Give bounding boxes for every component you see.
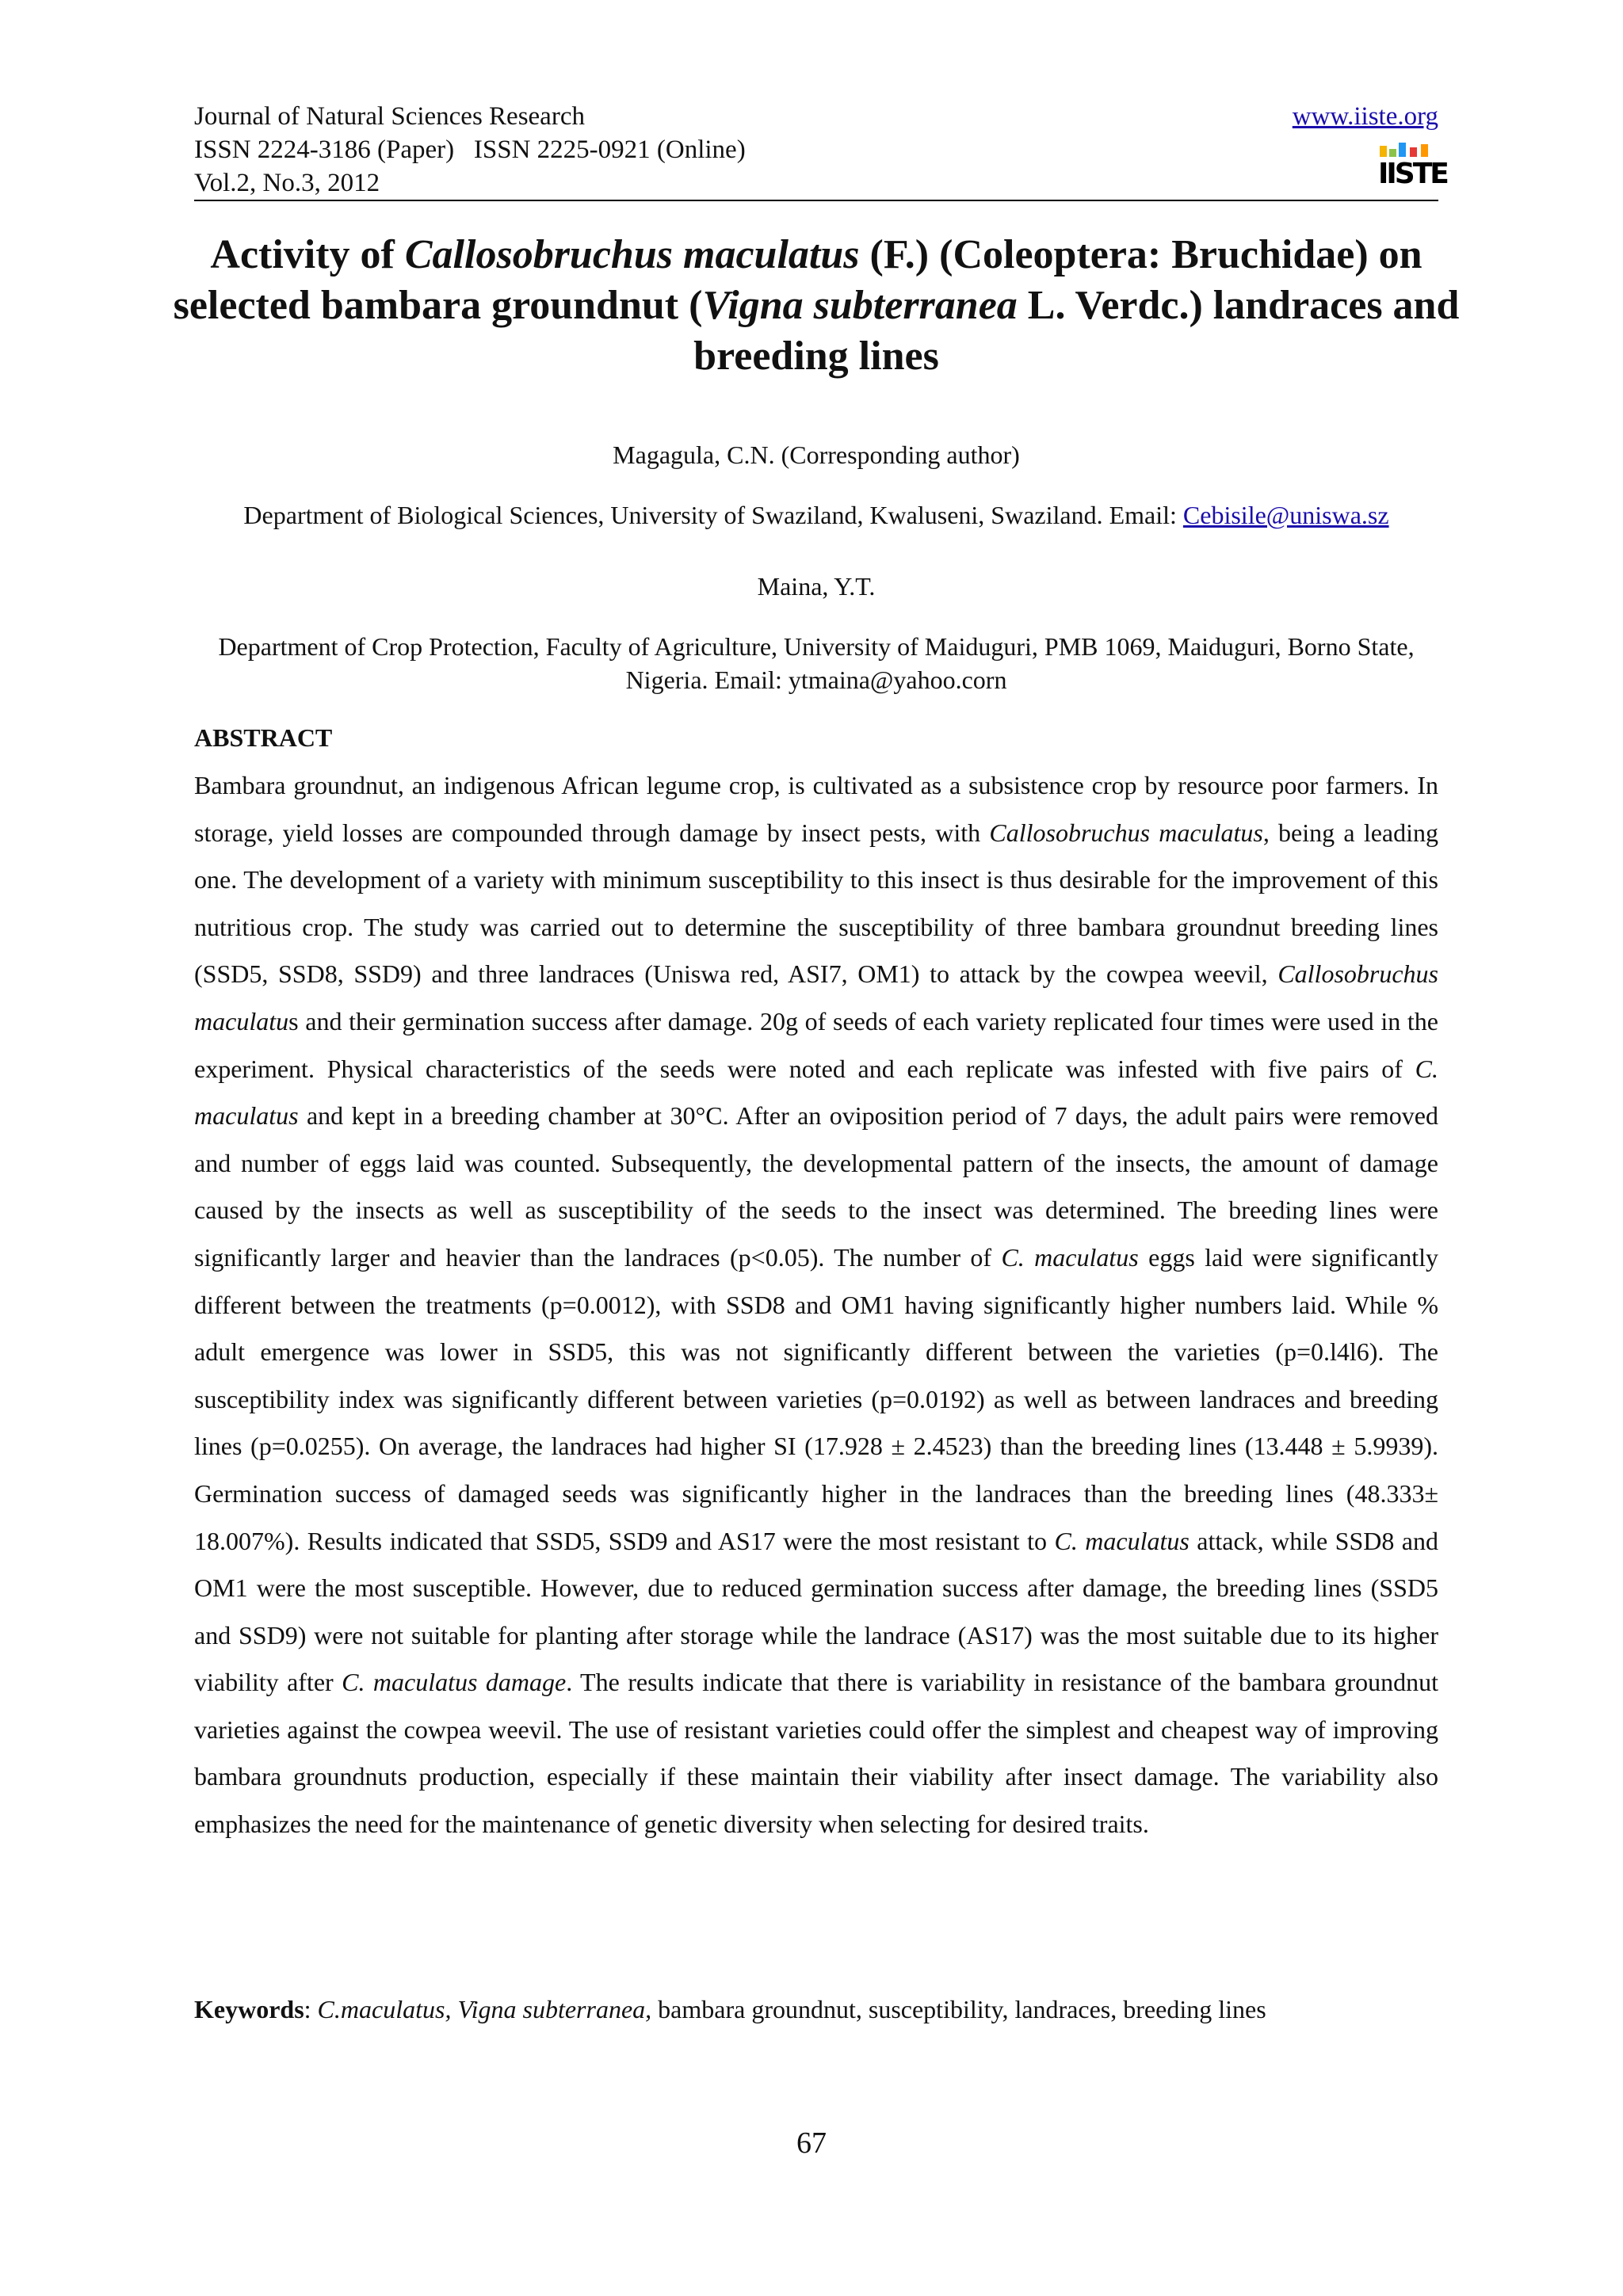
journal-header (194, 100, 1447, 200)
author-name: Maina, Y.T. (757, 572, 876, 601)
logo-wordmark: IISTE (1378, 158, 1447, 190)
author-email-link[interactable]: Cebisile@uniswa.sz (1182, 501, 1389, 529)
journal-url-link[interactable]: www.iiste.org (1292, 102, 1438, 131)
journal-volume: Vol.2, No.3, 2012 (194, 169, 380, 197)
journal-name: Journal of Natural Sciences Research (194, 102, 585, 131)
keywords-terms: bambara groundnut, susceptibility, landraces, breeding lines (651, 1995, 1266, 2023)
title-part: Activity of (210, 232, 405, 277)
keywords-line: Keywords: C.maculatus, Vigna subterranea, bambara groundnut, susceptibility, landraces, breeding lines (194, 1995, 1266, 2023)
keywords-species: C.maculatus, Vigna subterranea, (317, 1995, 652, 2023)
logo-bar (1410, 147, 1417, 157)
logo-bar (1389, 149, 1396, 157)
logo-bar (1421, 144, 1428, 157)
header-divider (194, 200, 1438, 201)
title-species: Callosobruchus maculatus (404, 232, 860, 277)
abstract-heading: ABSTRACT (194, 723, 333, 752)
title-species: Vigna subterranea (702, 283, 1018, 328)
logo-bar (1399, 143, 1406, 157)
title-part: (F.) (Coleoptera: Bruchidae) on selected bambara groundnut ( (173, 232, 1423, 328)
abstract-section (194, 721, 1438, 1848)
paper-title (158, 230, 1474, 382)
author-block (194, 438, 1438, 696)
logo-bars-icon (1378, 141, 1434, 157)
journal-issn: ISSN 2224-3186 (Paper) ISSN 2225-0921 (Online) (194, 135, 746, 164)
author-name: Magagula, C.N. (Corresponding author) (613, 441, 1020, 469)
logo-bar (1380, 146, 1387, 157)
keywords-label: Keywords (194, 1995, 304, 2023)
abstract-text: Bambara groundnut, an indigenous African legume crop, is cultivated as a subsistence crop by resource poor farmers. In storage, yield losses are compounded through damage by insect pests, with Callosobruchus maculatus, being a leading one. The development of a variety with minimum susceptibility to this insect is thus desirable for the improvement of this nutritious crop. The study was carried out to determine the susceptibility of three bambara groundnut breeding lines (SSD5, SSD8, SSD9) and three landraces (Uniswa red, ASI7, OM1) to attack by the cowpea weevil, Callosobruchus maculatus and their germination success after damage. 20g of seeds of each variety replicated four times were used in the experiment. Physical characteristics of the seeds were noted and each replicate was infested with five pairs of C. maculatus and kept in a breeding chamber at 30°C. After an oviposition period of 7 days, the adult pairs were removed and number of eggs laid was counted. Subsequently, the developmental pattern of the insects, the amount of damage caused by the insects as well as susceptibility of the seeds to the insect was determined. The breeding lines were significantly larger and heavier than the landraces (p<0.05). The number of C. maculatus eggs laid were significantly different between the treatments (p=0.0012), with SSD8 and OM1 having significantly higher numbers laid. While % adult emergence was lower in SSD5, this was not significantly different between the varieties (p=0.l4l6). The susceptibility index was significantly different between varieties (p=0.0192) as well as between landraces and breeding lines (p=0.0255). On average, the landraces had higher SI (17.928 ± 2.4523) than the breeding lines (13.448 ± 5.9939). Germination success of damaged seeds was significantly higher in the landraces than the breeding lines (48.333± 18.007%). Results indicated that SSD5, SSD9 and AS17 were the most resistant to C. maculatus attack, while SSD8 and OM1 were the most susceptible. However, due to reduced germination success after damage, the breeding lines (SSD5 and SSD9) were not suitable for planting after storage while the landrace (AS17) was the most suitable due to its higher viability after C. maculatus damage. The results indicate that there is variability in resistance of the bambara groundnut varieties against the cowpea weevil. The use of resistant varieties could offer the simplest and cheapest way of improving bambara groundnuts production, especially if these maintain their viability after insect damage. The variability also emphasizes the need for the maintenance of genetic diversity when selecting for desired traits. (194, 771, 1439, 1839)
author-affiliation: Department of Biological Sciences, University of Swaziland, Kwaluseni, Swaziland. Email: Cebisile@uniswa.sz (243, 501, 1389, 529)
title-part: L. Verdc.) landraces and breeding lines (693, 283, 1460, 379)
author-affiliation: Department of Crop Protection, Faculty of Agriculture, University of Maiduguri, PMB 1069, Maiduguri, Borno State, Nigeria. Email: ytmaina@yahoo.corn (218, 632, 1415, 694)
iiste-logo (1378, 141, 1447, 192)
page-number: 67 (796, 2126, 827, 2160)
